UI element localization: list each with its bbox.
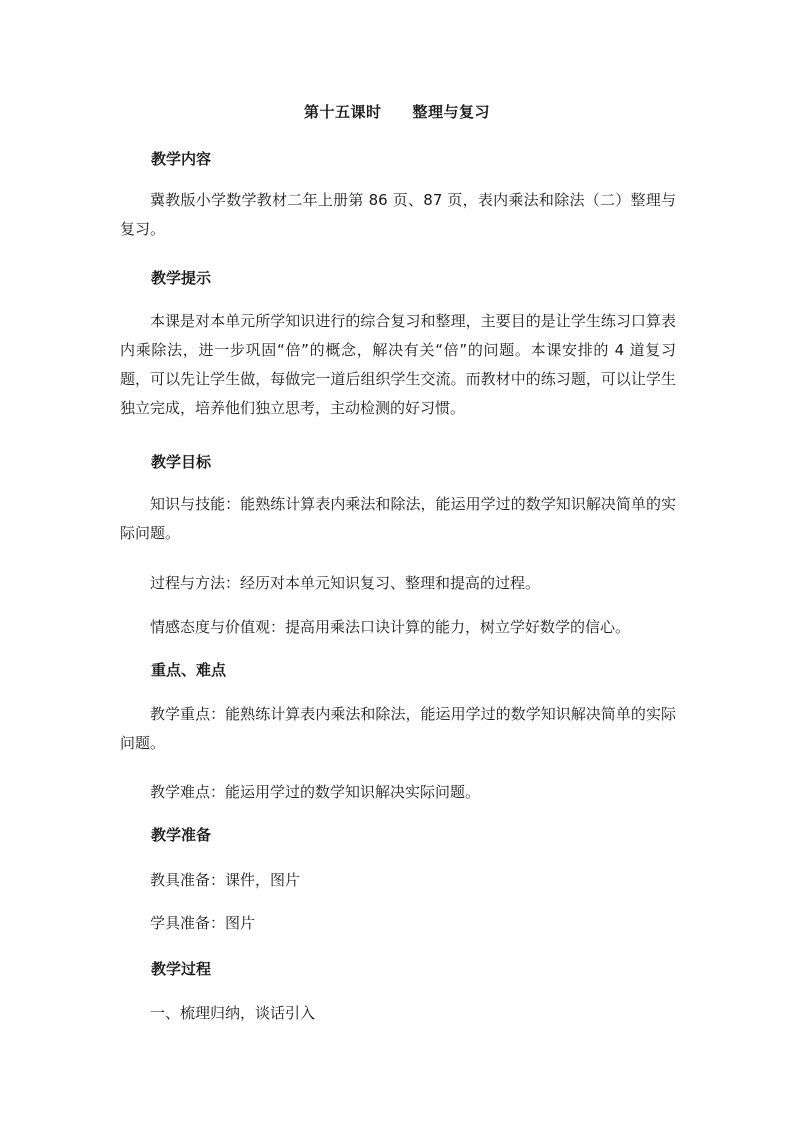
paragraph-difficult-point: 教学难点：能运用学过的数学知识解决实际问题。 xyxy=(150,783,481,801)
paragraph-goal-emotion: 情感态度与价值观：提高用乘法口诀计算的能力，树立学好数学的信心。 xyxy=(150,618,631,636)
heading-teaching-hints: 教学提示 xyxy=(151,269,212,287)
paragraph-goal-knowledge: 知识与技能：能熟练计算表内乘法和除法，能运用学过的数学知识解决简单的实际问题。 xyxy=(120,495,676,542)
lesson-title: 第十五课时 整理与复习 xyxy=(303,103,490,121)
paragraph-key-point: 教学重点：能熟练计算表内乘法和除法，能运用学过的数学知识解决简单的实际问题。 xyxy=(120,705,676,752)
paragraph-process-step1: 一、梳理归纳，谈话引入 xyxy=(150,1004,316,1022)
heading-key-difficult: 重点、难点 xyxy=(151,661,227,679)
heading-teaching-prep: 教学准备 xyxy=(151,826,212,844)
paragraph-prep-teacher: 教具准备：课件，图片 xyxy=(150,871,301,889)
paragraph-teaching-content: 冀教版小学数学教材二年上册第 86 页、87 页，表内乘法和除法（二）整理与复习。 xyxy=(120,191,676,238)
paragraph-goal-process: 过程与方法：经历对本单元知识复习、整理和提高的过程。 xyxy=(150,574,541,592)
paragraph-prep-student: 学具准备：图片 xyxy=(150,914,256,932)
heading-teaching-goals: 教学目标 xyxy=(151,453,212,471)
heading-teaching-process: 教学过程 xyxy=(151,960,212,978)
heading-teaching-content: 教学内容 xyxy=(151,150,212,168)
paragraph-teaching-hints: 本课是对本单元所学知识进行的综合复习和整理，主要目的是让学生练习口算表内乘除法，进一步巩固“倍”的概念，解决有关“倍”的问题。本课安排的 4 道复习题，可以先让学生做，每做完一道后组织学生交流。而教材中的练习题，可以让学生独立完成，培养他们独立思考，主动检测的好习惯。 xyxy=(120,312,676,417)
